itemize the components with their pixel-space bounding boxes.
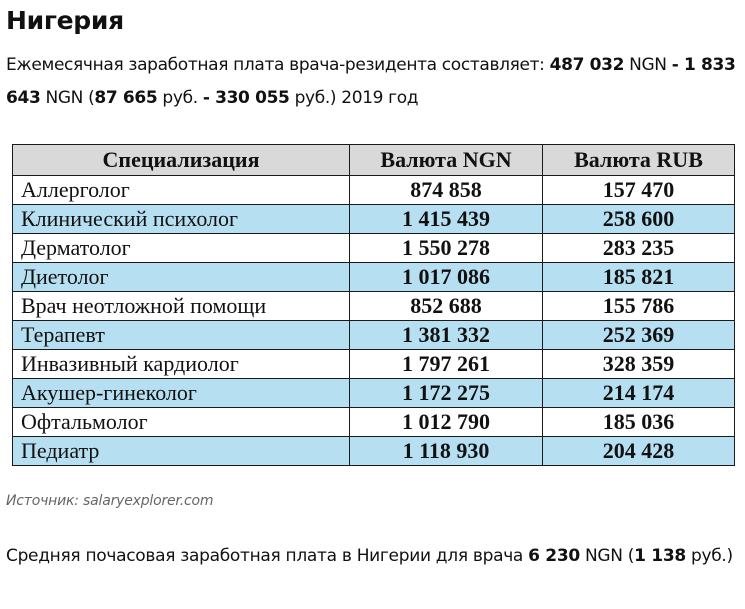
- row-salary-ngn: 1 172 275: [350, 379, 543, 408]
- footer-paragraph: [6, 540, 741, 573]
- row-salary-ngn: 874 858: [350, 176, 543, 205]
- footer-text-3: руб.): [685, 546, 733, 566]
- table-row: [13, 292, 735, 321]
- row-specialization: Диетолог: [13, 263, 350, 292]
- page-title: Нигерия: [6, 6, 124, 35]
- row-salary-rub: 204 428: [543, 437, 735, 466]
- row-salary-ngn: 852 688: [350, 292, 543, 321]
- table-row: [13, 437, 735, 466]
- footer-hourly-rub: 1 138: [634, 546, 686, 566]
- source-caption: Источник: salaryexplorer.com: [6, 493, 214, 509]
- intro-text-2: NGN: [624, 55, 672, 75]
- row-salary-rub: 283 235: [543, 234, 735, 263]
- row-salary-rub: 252 369: [543, 321, 735, 350]
- row-specialization: Офтальмолог: [13, 408, 350, 437]
- table-row: [13, 321, 735, 350]
- intro-salary-max-rub: - 330 055: [202, 88, 290, 108]
- footer-text-2: NGN (: [579, 546, 635, 566]
- row-salary-ngn: 1 012 790: [350, 408, 543, 437]
- table-row: [13, 350, 735, 379]
- intro-text-1: Ежемесячная заработная плата врача-резидента составляет:: [6, 55, 550, 75]
- row-specialization: Клинический психолог: [13, 205, 350, 234]
- table-row: [13, 379, 735, 408]
- salary-table: [12, 144, 735, 466]
- table-row: [13, 205, 735, 234]
- intro-text-4: руб.: [157, 88, 203, 108]
- intro-salary-min-ngn: 487 032: [549, 55, 625, 75]
- row-specialization: Инвазивный кардиолог: [13, 350, 350, 379]
- row-specialization: Педиатр: [13, 437, 350, 466]
- header-currency-ngn: Валюта NGN: [350, 145, 543, 176]
- intro-paragraph: [6, 49, 741, 115]
- row-salary-ngn: 1 118 930: [350, 437, 543, 466]
- row-salary-ngn: 1 797 261: [350, 350, 543, 379]
- row-salary-rub: 214 174: [543, 379, 735, 408]
- table-row: [13, 176, 735, 205]
- intro-salary-max-ngn: - 1 833 643: [6, 55, 736, 108]
- row-salary-rub: 185 036: [543, 408, 735, 437]
- table-row: [13, 234, 735, 263]
- row-salary-rub: 155 786: [543, 292, 735, 321]
- row-salary-ngn: 1 017 086: [350, 263, 543, 292]
- intro-text-3: NGN (: [40, 88, 95, 108]
- header-currency-rub: Валюта RUB: [543, 145, 735, 176]
- footer-text-1: Средняя почасовая заработная плата в Нигерии для врача: [6, 546, 529, 566]
- row-salary-ngn: 1 381 332: [350, 321, 543, 350]
- table-row: [13, 408, 735, 437]
- row-specialization: Дерматолог: [13, 234, 350, 263]
- row-salary-rub: 185 821: [543, 263, 735, 292]
- table-row: [13, 263, 735, 292]
- table-header-row: [13, 145, 735, 176]
- row-salary-rub: 157 470: [543, 176, 735, 205]
- row-specialization: Акушер-гинеколог: [13, 379, 350, 408]
- intro-text-5: руб.) 2019 год: [289, 88, 419, 108]
- row-salary-rub: 328 359: [543, 350, 735, 379]
- footer-hourly-ngn: 6 230: [528, 546, 580, 566]
- row-salary-rub: 258 600: [543, 205, 735, 234]
- row-salary-ngn: 1 550 278: [350, 234, 543, 263]
- row-salary-ngn: 1 415 439: [350, 205, 543, 234]
- intro-salary-min-rub: 87 665: [94, 88, 158, 108]
- row-specialization: Врач неотложной помощи: [13, 292, 350, 321]
- row-specialization: Терапевт: [13, 321, 350, 350]
- row-specialization: Аллерголог: [13, 176, 350, 205]
- header-specialization: Специализация: [13, 145, 350, 176]
